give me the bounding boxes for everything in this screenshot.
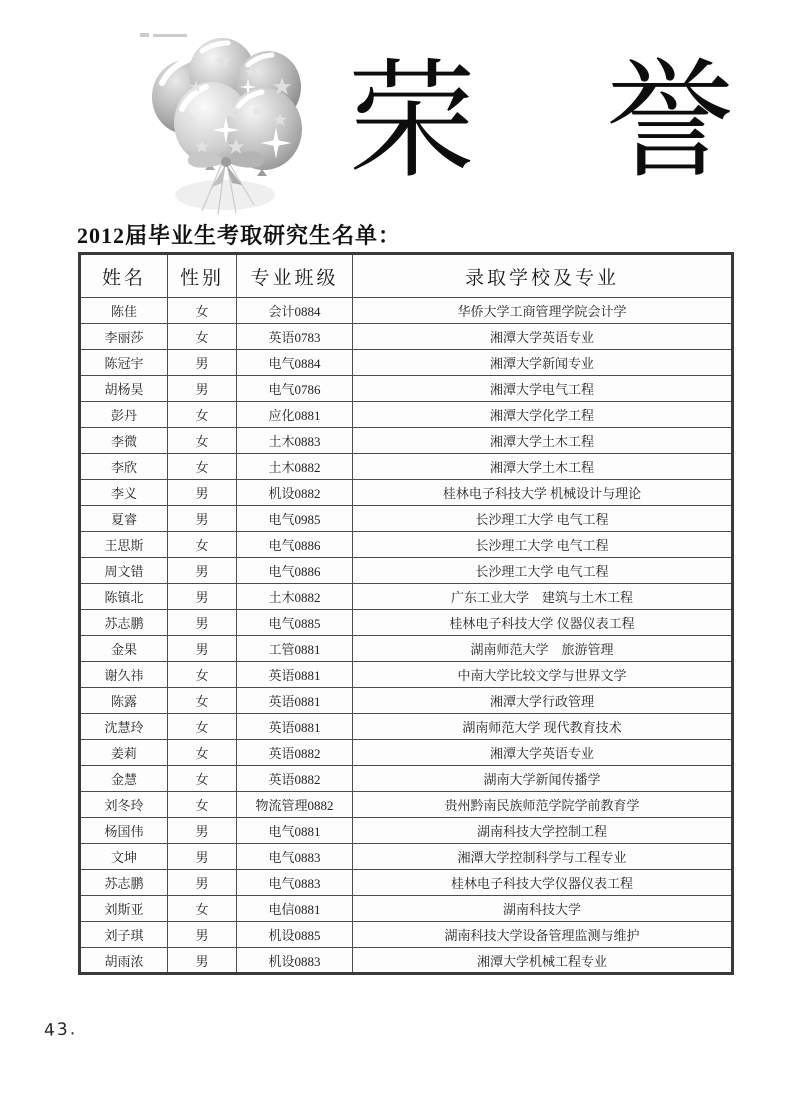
roster-table [78, 252, 734, 975]
roster-row [80, 714, 733, 740]
roster-row [80, 688, 733, 714]
roster-row [80, 740, 733, 766]
header-cell-class: 专业班级 [237, 254, 353, 298]
name-cell: 刘子琪 [80, 922, 168, 948]
class-cell: 会计0884 [237, 298, 353, 324]
class-cell: 电气0885 [237, 610, 353, 636]
name-cell: 杨国伟 [80, 818, 168, 844]
roster-row [80, 948, 733, 974]
class-cell: 应化0881 [237, 402, 353, 428]
class-cell: 机设0882 [237, 480, 353, 506]
class-cell: 机设0883 [237, 948, 353, 974]
class-cell: 电气0883 [237, 870, 353, 896]
gender-cell: 男 [168, 922, 237, 948]
class-cell: 电气0881 [237, 818, 353, 844]
roster-row [80, 298, 733, 324]
class-cell: 土木0882 [237, 454, 353, 480]
gender-cell: 女 [168, 532, 237, 558]
name-cell: 沈慧玲 [80, 714, 168, 740]
gender-cell: 女 [168, 454, 237, 480]
name-cell: 刘斯亚 [80, 896, 168, 922]
roster-row [80, 428, 733, 454]
roster-row [80, 896, 733, 922]
class-cell: 英语0881 [237, 662, 353, 688]
gender-cell: 女 [168, 324, 237, 350]
school-cell: 湘潭大学控制科学与工程专业 [353, 844, 733, 870]
gender-cell: 女 [168, 766, 237, 792]
section-heading: 2012届毕业生考取研究生名单： [77, 223, 402, 248]
class-cell: 电信0881 [237, 896, 353, 922]
roster-row [80, 480, 733, 506]
class-cell: 电气0884 [237, 350, 353, 376]
class-cell: 电气0985 [237, 506, 353, 532]
name-cell: 苏志鹏 [80, 870, 168, 896]
gender-cell: 男 [168, 948, 237, 974]
school-cell: 湖南师范大学 旅游管理 [353, 636, 733, 662]
class-cell: 土木0882 [237, 584, 353, 610]
school-cell: 湘潭大学化学工程 [353, 402, 733, 428]
name-cell: 刘冬玲 [80, 792, 168, 818]
name-cell: 彭丹 [80, 402, 168, 428]
name-cell: 文坤 [80, 844, 168, 870]
gender-cell: 女 [168, 792, 237, 818]
header-cell-school: 录取学校及专业 [353, 254, 733, 298]
class-cell: 土木0883 [237, 428, 353, 454]
school-cell: 湘潭大学新闻专业 [353, 350, 733, 376]
gender-cell: 男 [168, 844, 237, 870]
roster-row [80, 636, 733, 662]
name-cell: 夏睿 [80, 506, 168, 532]
class-cell: 机设0885 [237, 922, 353, 948]
honor-char-right: 誉 [605, 51, 734, 193]
school-cell: 长沙理工大学 电气工程 [353, 558, 733, 584]
roster-table-body [80, 298, 733, 974]
roster-row [80, 844, 733, 870]
gender-cell: 男 [168, 480, 237, 506]
school-cell: 湖南科技大学设备管理监测与维护 [353, 922, 733, 948]
gender-cell: 女 [168, 688, 237, 714]
name-cell: 李微 [80, 428, 168, 454]
honor-title [348, 46, 734, 200]
gender-cell: 女 [168, 662, 237, 688]
gender-cell: 男 [168, 870, 237, 896]
roster-row [80, 376, 733, 402]
class-cell: 电气0886 [237, 558, 353, 584]
gender-cell: 男 [168, 584, 237, 610]
gender-cell: 男 [168, 558, 237, 584]
name-cell: 苏志鹏 [80, 610, 168, 636]
school-cell: 湖南科技大学 [353, 896, 733, 922]
name-cell: 李欣 [80, 454, 168, 480]
roster-row [80, 532, 733, 558]
balloon-bouquet-image [130, 25, 320, 220]
school-cell: 桂林电子科技大学 机械设计与理论 [353, 480, 733, 506]
roster-row [80, 792, 733, 818]
roster-row [80, 454, 733, 480]
gender-cell: 女 [168, 714, 237, 740]
name-cell: 陈露 [80, 688, 168, 714]
school-cell: 湖南大学新闻传播学 [353, 766, 733, 792]
name-cell: 李义 [80, 480, 168, 506]
roster-row [80, 506, 733, 532]
school-cell: 长沙理工大学 电气工程 [353, 506, 733, 532]
header-row [80, 254, 733, 298]
class-cell: 英语0882 [237, 740, 353, 766]
school-cell: 广东工业大学 建筑与土木工程 [353, 584, 733, 610]
roster-table-head [80, 254, 733, 298]
gender-cell: 女 [168, 896, 237, 922]
school-cell: 湘潭大学行政管理 [353, 688, 733, 714]
school-cell: 湖南师范大学 现代教育技术 [353, 714, 733, 740]
page-number: 43. [43, 1019, 78, 1041]
gender-cell: 男 [168, 636, 237, 662]
name-cell: 周文错 [80, 558, 168, 584]
name-cell: 陈冠宇 [80, 350, 168, 376]
school-cell: 湘潭大学电气工程 [353, 376, 733, 402]
class-cell: 工管0881 [237, 636, 353, 662]
school-cell: 湘潭大学英语专业 [353, 324, 733, 350]
name-cell: 金果 [80, 636, 168, 662]
gender-cell: 男 [168, 350, 237, 376]
roster-row [80, 922, 733, 948]
gender-cell: 女 [168, 402, 237, 428]
class-cell: 电气0886 [237, 532, 353, 558]
name-cell: 陈镇北 [80, 584, 168, 610]
roster-row [80, 402, 733, 428]
name-cell: 李丽莎 [80, 324, 168, 350]
school-cell: 湖南科技大学控制工程 [353, 818, 733, 844]
gender-cell: 女 [168, 428, 237, 454]
balloons-icon [130, 25, 320, 220]
roster-row [80, 610, 733, 636]
school-cell: 湘潭大学土木工程 [353, 454, 733, 480]
class-cell: 英语0881 [237, 714, 353, 740]
school-cell: 华侨大学工商管理学院会计学 [353, 298, 733, 324]
name-cell: 胡雨浓 [80, 948, 168, 974]
roster-row [80, 350, 733, 376]
school-cell: 长沙理工大学 电气工程 [353, 532, 733, 558]
school-cell: 桂林电子科技大学仪器仪表工程 [353, 870, 733, 896]
name-cell: 谢久祎 [80, 662, 168, 688]
school-cell: 桂林电子科技大学 仪器仪表工程 [353, 610, 733, 636]
header-cell-gender: 性别 [168, 254, 237, 298]
name-cell: 陈佳 [80, 298, 168, 324]
school-cell: 湘潭大学机械工程专业 [353, 948, 733, 974]
name-cell: 王思斯 [80, 532, 168, 558]
roster-row [80, 324, 733, 350]
class-cell: 英语0882 [237, 766, 353, 792]
gender-cell: 男 [168, 376, 237, 402]
roster-row [80, 662, 733, 688]
header-cell-name: 姓名 [80, 254, 168, 298]
gender-cell: 男 [168, 506, 237, 532]
class-cell: 电气0883 [237, 844, 353, 870]
name-cell: 胡杨昊 [80, 376, 168, 402]
school-cell: 中南大学比较文学与世界文学 [353, 662, 733, 688]
roster-row [80, 818, 733, 844]
roster-row [80, 558, 733, 584]
school-cell: 湘潭大学土木工程 [353, 428, 733, 454]
gender-cell: 女 [168, 298, 237, 324]
roster-row [80, 870, 733, 896]
name-cell: 姜莉 [80, 740, 168, 766]
honor-char-left: 荣 [348, 51, 477, 193]
roster-row [80, 766, 733, 792]
school-cell: 湘潭大学英语专业 [353, 740, 733, 766]
class-cell: 物流管理0882 [237, 792, 353, 818]
class-cell: 英语0881 [237, 688, 353, 714]
roster-row [80, 584, 733, 610]
class-cell: 英语0783 [237, 324, 353, 350]
school-cell: 贵州黔南民族师范学院学前教育学 [353, 792, 733, 818]
gender-cell: 女 [168, 740, 237, 766]
gender-cell: 男 [168, 610, 237, 636]
gender-cell: 男 [168, 818, 237, 844]
name-cell: 金慧 [80, 766, 168, 792]
class-cell: 电气0786 [237, 376, 353, 402]
